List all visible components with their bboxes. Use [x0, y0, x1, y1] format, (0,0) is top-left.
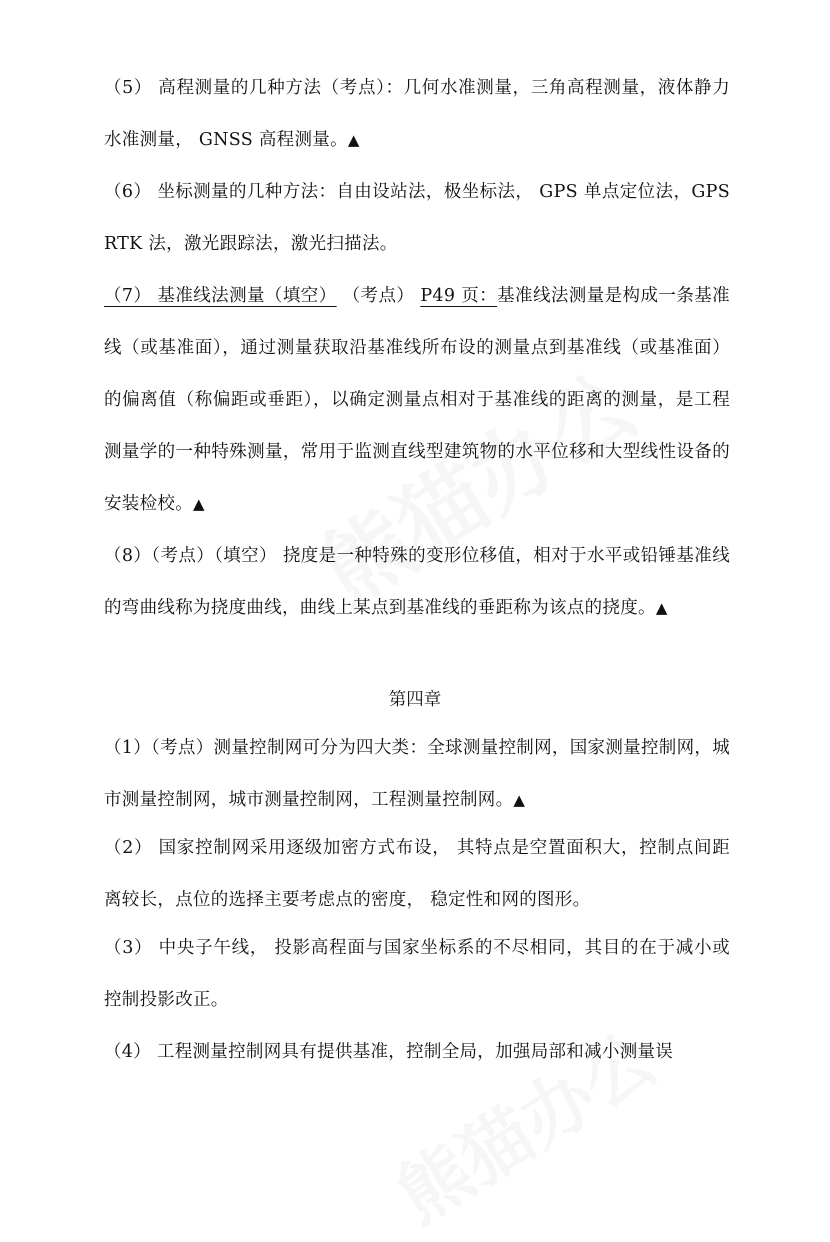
- triangle-marker-icon: ▲: [655, 599, 668, 617]
- chapter-paragraph-2: [104, 822, 730, 926]
- paragraph-text: （8）（考点）（填空） 挠度是一种特殊的变形位移值，相对于水平或铅锤基准线的弯曲线称为挠度曲线，曲线上某点到基准线的垂距称为该点的挠度。: [104, 546, 730, 618]
- paragraph-8: [104, 530, 730, 634]
- paragraph-text: （6） 坐标测量的几种方法：自由设站法，极坐标法， GPS 单点定位法，GPS RTK 法，激光跟踪法，激光扫描法。: [104, 182, 730, 254]
- paragraph-7: [104, 270, 730, 530]
- paragraph-text: （3） 中央子午线， 投影高程面与国家坐标系的不尽相同，其目的在于减小或控制投影改正。: [104, 938, 730, 1010]
- triangle-marker-icon: ▲: [193, 495, 205, 513]
- triangle-marker-icon: ▲: [513, 791, 526, 809]
- page-reference: P49 页：: [420, 286, 498, 306]
- exam-point-label: （考点）: [336, 286, 421, 306]
- paragraph-text: （1）（考点）测量控制网可分为四大类：全球测量控制网，国家测量控制网，城市测量控制网，城市测量控制网，工程测量控制网。: [104, 738, 730, 810]
- chapter-heading: 第四章: [388, 690, 442, 710]
- underlined-title: （7） 基准线法测量（填空）: [104, 286, 337, 306]
- paragraph-5: [104, 62, 730, 166]
- paragraph-text: （4） 工程测量控制网具有提供基准，控制全局，加强局部和减小测量误: [104, 1042, 674, 1062]
- paragraph-text: （2） 国家控制网采用逐级加密方式布设， 其特点是空置面积大，控制点间距离较长，点位的选择主要考虑点的密度， 稳定性和网的图形。: [104, 838, 730, 910]
- paragraph-6: [104, 166, 730, 270]
- triangle-marker-icon: ▲: [347, 131, 360, 149]
- paragraph-text: 基准线法测量是构成一条基准线（或基准面），通过测量获取沿基准线所布设的测量点到基准线（或基准面） 的偏离值（称偏距或垂距），以确定测量点相对于基准线的距离的测量，是工程测量学的一种特殊测量，常用于监测直线型建筑物的水平位移和大型线性设备的安装检校。: [104, 286, 730, 514]
- paragraph-text: （5） 高程测量的几种方法（考点）：几何水准测量，三角高程测量，液体静力水准测量， GNSS 高程测量。: [104, 78, 730, 150]
- chapter-paragraph-1: [104, 722, 730, 826]
- chapter-paragraph-3: [104, 922, 730, 1026]
- chapter-paragraph-4: [104, 1026, 730, 1078]
